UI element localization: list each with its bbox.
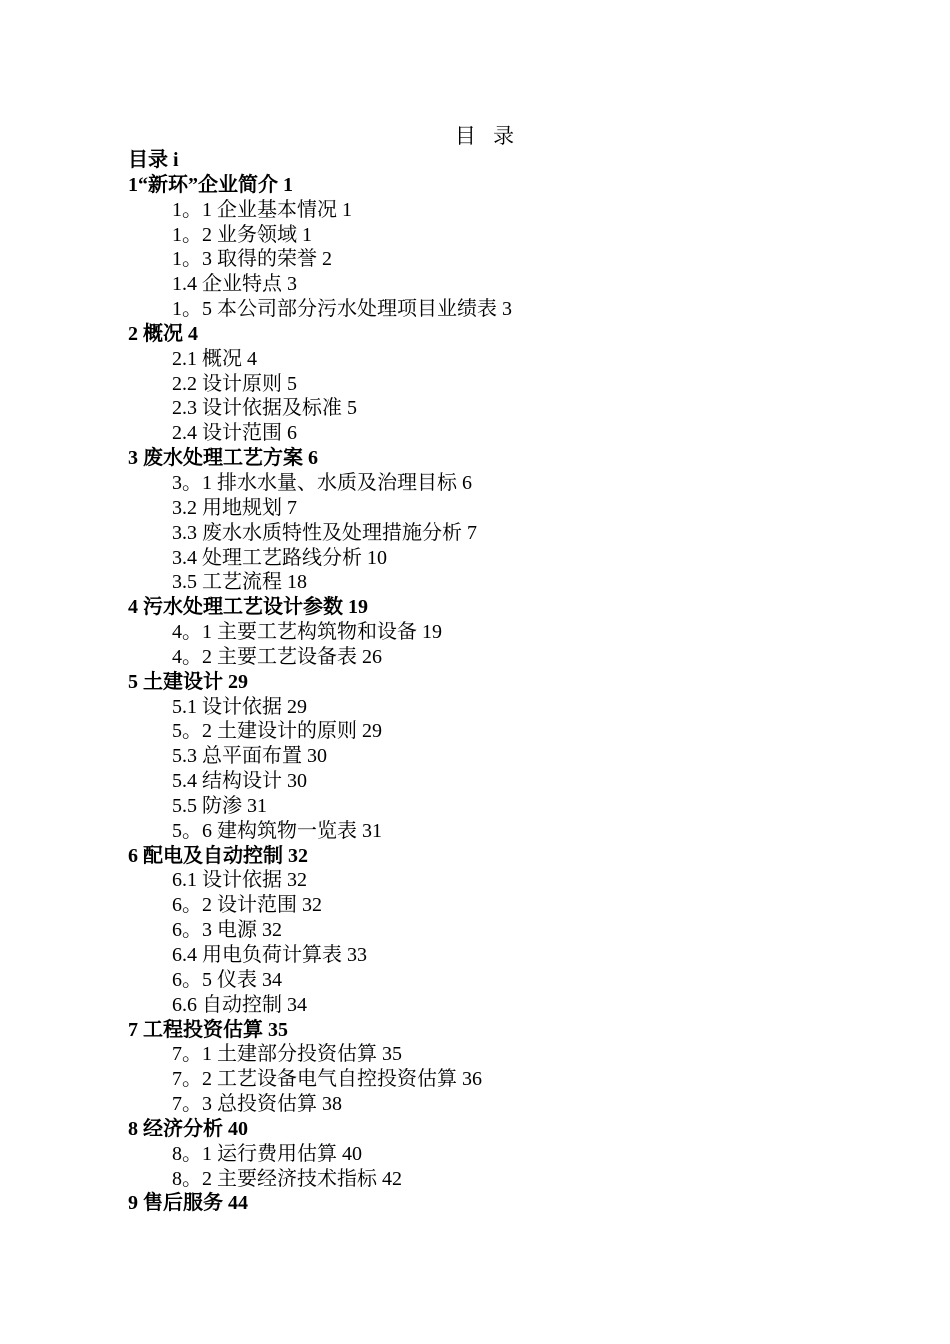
toc-section-entry[interactable]: 3.5 工艺流程 18: [172, 571, 307, 594]
toc-section-entry[interactable]: 5.5 防渗 31: [172, 794, 267, 817]
toc-chapter-entry[interactable]: 3 废水处理工艺方案 6: [128, 447, 318, 470]
toc-section-entry[interactable]: 4。2 主要工艺设备表 26: [172, 645, 382, 668]
toc-section-entry[interactable]: 4。1 主要工艺构筑物和设备 19: [172, 621, 442, 644]
toc-section-entry[interactable]: 8。1 运行费用估算 40: [172, 1142, 362, 1165]
toc-section-entry[interactable]: 2.1 概况 4: [172, 347, 257, 370]
toc-section-entry[interactable]: 7。1 土建部分投资估算 35: [172, 1043, 402, 1066]
toc-chapter-entry[interactable]: 7 工程投资估算 35: [128, 1018, 288, 1041]
toc-section-entry[interactable]: 2.3 设计依据及标准 5: [172, 397, 357, 420]
toc-chapter-entry[interactable]: 6 配电及自动控制 32: [128, 844, 308, 867]
table-of-contents: [128, 148, 908, 1216]
toc-section-entry[interactable]: 5。2 土建设计的原则 29: [172, 720, 382, 743]
toc-section-entry[interactable]: 7。3 总投资估算 38: [172, 1093, 342, 1116]
toc-section-entry[interactable]: 6。5 仪表 34: [172, 968, 282, 991]
toc-section-entry[interactable]: 1.4 企业特点 3: [172, 273, 297, 296]
toc-section-entry[interactable]: 1。5 本公司部分污水处理项目业绩表 3: [172, 298, 512, 321]
toc-chapter-entry[interactable]: 目录 i: [128, 149, 179, 171]
toc-section-entry[interactable]: 5。6 建构筑物一览表 31: [172, 819, 382, 842]
toc-chapter-entry[interactable]: 4 污水处理工艺设计参数 19: [128, 596, 368, 619]
toc-section-entry[interactable]: 6.4 用电负荷计算表 33: [172, 944, 367, 966]
toc-section-entry[interactable]: 2.4 设计范围 6: [172, 422, 297, 445]
toc-chapter-entry[interactable]: 9 售后服务 44: [128, 1192, 248, 1215]
toc-section-entry[interactable]: 5.4 结构设计 30: [172, 770, 307, 793]
toc-section-entry[interactable]: 5.1 设计依据 29: [172, 695, 307, 718]
page-title: 目 录: [454, 124, 521, 148]
toc-chapter-entry[interactable]: 8 经济分析 40: [128, 1117, 248, 1140]
toc-section-entry[interactable]: 1。2 业务领域 1: [172, 223, 312, 246]
toc-chapter-entry[interactable]: 5 土建设计 29: [128, 670, 248, 693]
toc-section-entry[interactable]: 3.2 用地规划 7: [172, 496, 297, 519]
toc-section-entry[interactable]: 8。2 主要经济技术指标 42: [172, 1167, 402, 1190]
toc-section-entry[interactable]: 3.3 废水水质特性及处理措施分析 7: [172, 521, 477, 544]
toc-section-entry[interactable]: 6。3 电源 32: [172, 919, 282, 942]
toc-section-entry[interactable]: 1。3 取得的荣誉 2: [172, 248, 332, 271]
toc-section-entry[interactable]: 2.2 设计原则 5: [172, 372, 297, 395]
toc-section-entry[interactable]: 6。2 设计范围 32: [172, 894, 322, 917]
toc-section-entry[interactable]: 5.3 总平面布置 30: [172, 745, 327, 768]
toc-section-entry[interactable]: 3.4 处理工艺路线分析 10: [172, 546, 387, 569]
toc-section-entry[interactable]: 1。1 企业基本情况 1: [172, 198, 352, 221]
toc-section-entry[interactable]: 7。2 工艺设备电气自控投资估算 36: [172, 1068, 482, 1091]
toc-section-entry[interactable]: 6.6 自动控制 34: [172, 993, 307, 1016]
toc-chapter-entry[interactable]: 1“新环”企业简介 1: [128, 173, 293, 196]
toc-section-entry[interactable]: 3。1 排水水量、水质及治理目标 6: [172, 471, 472, 494]
toc-section-entry[interactable]: 6.1 设计依据 32: [172, 869, 307, 892]
toc-chapter-entry[interactable]: 2 概况 4: [128, 322, 198, 345]
